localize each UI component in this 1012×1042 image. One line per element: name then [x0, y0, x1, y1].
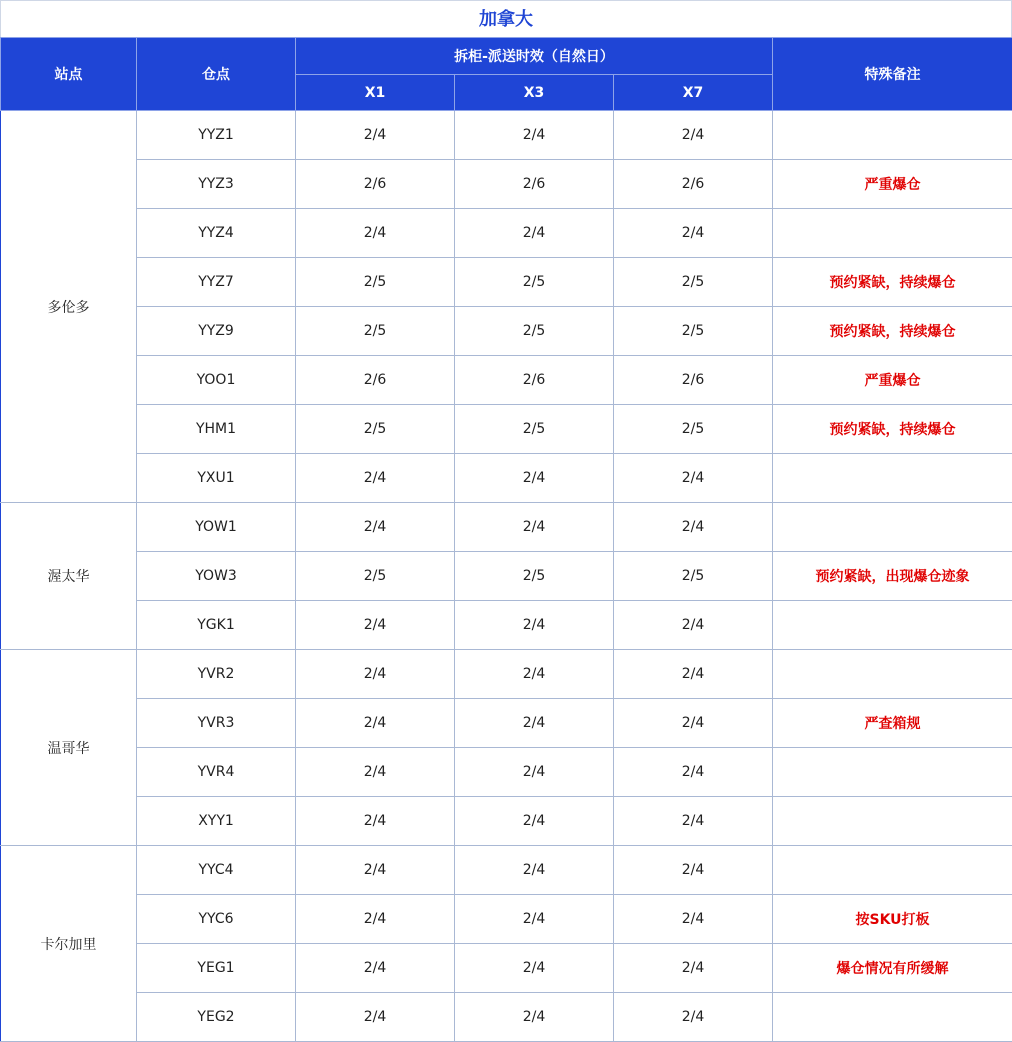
site-cell: 多伦多: [1, 111, 137, 503]
table-row: [1, 895, 1012, 944]
x1-cell: 2/4: [296, 993, 455, 1042]
table-row: [1, 552, 1012, 601]
x7-cell: 2/5: [614, 405, 773, 454]
x1-cell: 2/4: [296, 895, 455, 944]
x7-cell: 2/4: [614, 699, 773, 748]
header-site: 站点: [1, 38, 137, 111]
special-note-cell: [773, 650, 1012, 699]
special-note-cell: [773, 797, 1012, 846]
x3-cell: 2/4: [455, 111, 614, 160]
header-x3: X3: [455, 75, 614, 111]
table-row: [1, 454, 1012, 503]
x3-cell: 2/5: [455, 405, 614, 454]
site-cell: 温哥华: [1, 650, 137, 846]
header-x1: X1: [296, 75, 455, 111]
sheet-title: 加拿大: [0, 0, 1012, 37]
warehouse-cell: YYZ9: [137, 307, 296, 356]
table-row: [1, 601, 1012, 650]
x3-cell: 2/4: [455, 846, 614, 895]
warehouse-cell: YYC6: [137, 895, 296, 944]
special-note-cell: 严重爆仓: [773, 160, 1012, 209]
x3-cell: 2/4: [455, 209, 614, 258]
table-row: [1, 160, 1012, 209]
x1-cell: 2/4: [296, 209, 455, 258]
special-note-cell: 预约紧缺，持续爆仓: [773, 307, 1012, 356]
special-note-cell: [773, 993, 1012, 1042]
x1-cell: 2/5: [296, 307, 455, 356]
x7-cell: 2/4: [614, 944, 773, 993]
x3-cell: 2/4: [455, 454, 614, 503]
header-warehouse: 仓点: [137, 38, 296, 111]
x7-cell: 2/4: [614, 650, 773, 699]
warehouse-cell: YVR3: [137, 699, 296, 748]
table-row: [1, 307, 1012, 356]
special-note-cell: [773, 601, 1012, 650]
x3-cell: 2/4: [455, 699, 614, 748]
x3-cell: 2/4: [455, 797, 614, 846]
table-row: [1, 748, 1012, 797]
table-row: [1, 846, 1012, 895]
table-row: [1, 650, 1012, 699]
x3-cell: 2/4: [455, 650, 614, 699]
x7-cell: 2/6: [614, 356, 773, 405]
x1-cell: 2/4: [296, 846, 455, 895]
header-special-note: 特殊备注: [773, 38, 1012, 111]
table-row: [1, 209, 1012, 258]
x3-cell: 2/4: [455, 601, 614, 650]
warehouse-cell: YOO1: [137, 356, 296, 405]
header-x7: X7: [614, 75, 773, 111]
special-note-cell: [773, 846, 1012, 895]
x1-cell: 2/4: [296, 650, 455, 699]
x1-cell: 2/4: [296, 748, 455, 797]
warehouse-cell: YGK1: [137, 601, 296, 650]
warehouse-cell: YXU1: [137, 454, 296, 503]
x1-cell: 2/4: [296, 601, 455, 650]
x1-cell: 2/4: [296, 944, 455, 993]
warehouse-cell: YHM1: [137, 405, 296, 454]
x7-cell: 2/4: [614, 111, 773, 160]
special-note-cell: [773, 111, 1012, 160]
x1-cell: 2/6: [296, 356, 455, 405]
x7-cell: 2/4: [614, 454, 773, 503]
table-row: [1, 797, 1012, 846]
x3-cell: 2/4: [455, 748, 614, 797]
x3-cell: 2/4: [455, 993, 614, 1042]
x1-cell: 2/6: [296, 160, 455, 209]
special-note-cell: 严重爆仓: [773, 356, 1012, 405]
x1-cell: 2/4: [296, 111, 455, 160]
table-body: [1, 111, 1012, 1042]
x7-cell: 2/4: [614, 601, 773, 650]
table-row: [1, 111, 1012, 160]
warehouse-cell: YOW1: [137, 503, 296, 552]
x7-cell: 2/4: [614, 895, 773, 944]
x3-cell: 2/6: [455, 160, 614, 209]
warehouse-cell: YYZ4: [137, 209, 296, 258]
x7-cell: 2/4: [614, 797, 773, 846]
warehouse-cell: YEG2: [137, 993, 296, 1042]
table-row: [1, 503, 1012, 552]
x3-cell: 2/6: [455, 356, 614, 405]
special-note-cell: 严查箱规: [773, 699, 1012, 748]
special-note-cell: 预约紧缺，持续爆仓: [773, 258, 1012, 307]
x3-cell: 2/4: [455, 944, 614, 993]
special-note-cell: 爆仓情况有所缓解: [773, 944, 1012, 993]
table-row: [1, 699, 1012, 748]
timeliness-table: [0, 37, 1012, 1042]
special-note-cell: [773, 454, 1012, 503]
table-row: [1, 258, 1012, 307]
special-note-cell: 预约紧缺，出现爆仓迹象: [773, 552, 1012, 601]
special-note-cell: [773, 748, 1012, 797]
x1-cell: 2/5: [296, 552, 455, 601]
x1-cell: 2/4: [296, 797, 455, 846]
x3-cell: 2/5: [455, 258, 614, 307]
warehouse-cell: YVR4: [137, 748, 296, 797]
warehouse-cell: YYC4: [137, 846, 296, 895]
table-header: [1, 38, 1012, 111]
x1-cell: 2/5: [296, 405, 455, 454]
x1-cell: 2/4: [296, 454, 455, 503]
table-row: [1, 356, 1012, 405]
x7-cell: 2/4: [614, 209, 773, 258]
x7-cell: 2/4: [614, 503, 773, 552]
x7-cell: 2/5: [614, 258, 773, 307]
x7-cell: 2/4: [614, 993, 773, 1042]
special-note-cell: 预约紧缺，持续爆仓: [773, 405, 1012, 454]
special-note-cell: [773, 209, 1012, 258]
table-row: [1, 944, 1012, 993]
warehouse-cell: YYZ7: [137, 258, 296, 307]
warehouse-cell: XYY1: [137, 797, 296, 846]
x1-cell: 2/5: [296, 258, 455, 307]
x3-cell: 2/5: [455, 552, 614, 601]
x3-cell: 2/4: [455, 503, 614, 552]
site-cell: 卡尔加里: [1, 846, 137, 1042]
warehouse-cell: YOW3: [137, 552, 296, 601]
special-note-cell: [773, 503, 1012, 552]
warehouse-cell: YYZ3: [137, 160, 296, 209]
x1-cell: 2/4: [296, 699, 455, 748]
x3-cell: 2/5: [455, 307, 614, 356]
warehouse-cell: YEG1: [137, 944, 296, 993]
x7-cell: 2/5: [614, 307, 773, 356]
warehouse-cell: YYZ1: [137, 111, 296, 160]
special-note-cell: 按SKU打板: [773, 895, 1012, 944]
warehouse-cell: YVR2: [137, 650, 296, 699]
header-delivery-time-group: 拆柜-派送时效（自然日）: [296, 38, 773, 75]
table-row: [1, 993, 1012, 1042]
x7-cell: 2/5: [614, 552, 773, 601]
x7-cell: 2/4: [614, 846, 773, 895]
table-row: [1, 405, 1012, 454]
x7-cell: 2/6: [614, 160, 773, 209]
site-cell: 渥太华: [1, 503, 137, 650]
x3-cell: 2/4: [455, 895, 614, 944]
x1-cell: 2/4: [296, 503, 455, 552]
x7-cell: 2/4: [614, 748, 773, 797]
